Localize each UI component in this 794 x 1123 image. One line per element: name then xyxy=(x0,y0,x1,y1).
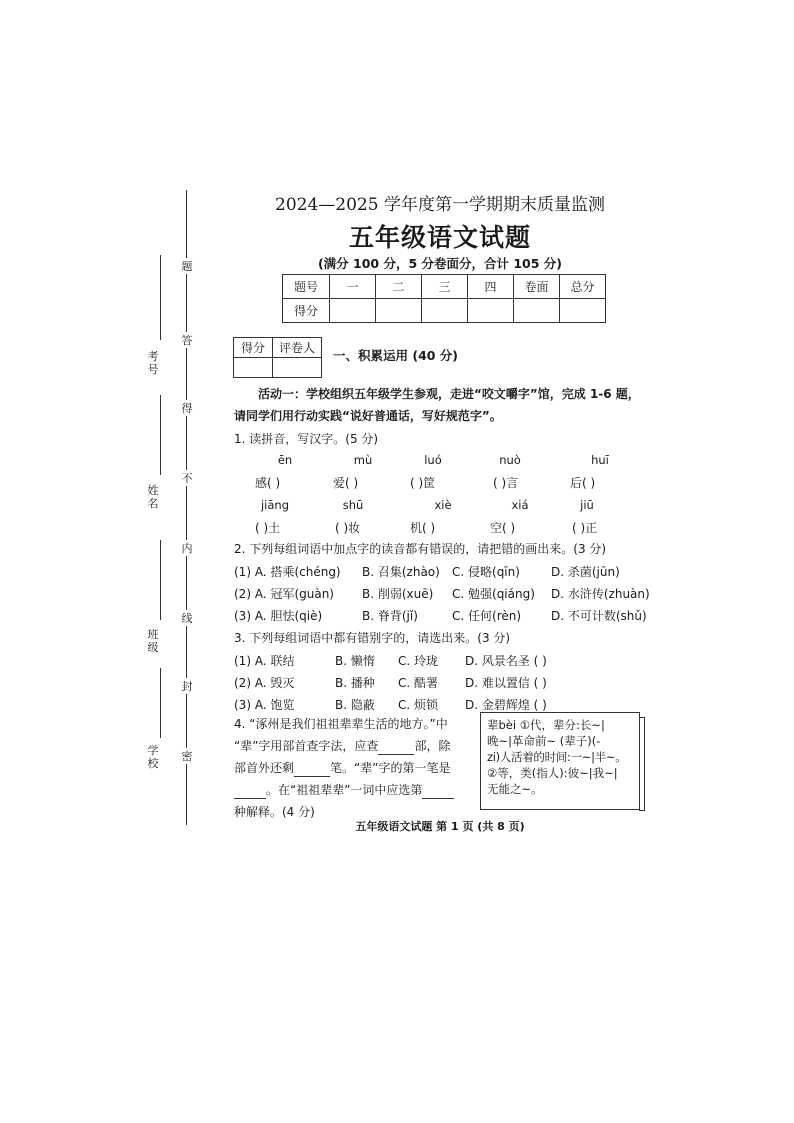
pinyin-answer-word[interactable]: 爱( ) xyxy=(333,476,359,490)
q4-line: 4. “涿州是我们祖祖辈辈生活的地方。”中 xyxy=(234,717,448,731)
pinyin-answer-word[interactable]: ( )正 xyxy=(572,521,598,535)
score-header-cell: 三 xyxy=(422,275,468,299)
score-table-row xyxy=(283,299,606,323)
exam-main-title: 五年级语文试题 xyxy=(348,223,531,252)
q2-option[interactable]: (3) A. 胆怯(qiè) xyxy=(234,609,323,623)
q3-option[interactable]: C. 酷署 xyxy=(398,676,439,690)
grader-table xyxy=(233,337,322,378)
page-fold-decoration xyxy=(639,717,645,811)
q2-option[interactable]: B. 脊背(jǐ) xyxy=(362,609,418,623)
score-header-cell: 总分 xyxy=(560,275,606,299)
score-cell[interactable] xyxy=(376,299,422,323)
q4-text: “辈”字用部首查字法，应查 xyxy=(234,739,379,753)
q3-option[interactable]: (2) A. 毁灭 xyxy=(234,676,295,690)
grader-name-label: 评卷人 xyxy=(273,338,322,358)
dictionary-entry-box xyxy=(480,712,640,810)
score-table xyxy=(282,274,606,323)
seal-char: 题 xyxy=(181,260,193,273)
score-header-cell: 题号 xyxy=(283,275,330,299)
activity-intro-line: 活动一：学校组织五年级学生参观，走进“咬文嚼字”馆，完成 1-6 题， xyxy=(258,387,640,401)
grader-name-cell[interactable] xyxy=(273,358,322,378)
pinyin-answer-word[interactable]: ( )言 xyxy=(493,476,519,490)
pinyin-answer-word[interactable]: ( )土 xyxy=(255,521,281,535)
dict-line: 辈bèi ①代，辈分:长~| xyxy=(487,718,605,732)
dict-line: zi)人活着的时间:一~|半~。 xyxy=(487,750,627,764)
pinyin: luó xyxy=(424,453,442,467)
meaning-choice-blank[interactable] xyxy=(422,782,454,799)
q4-line: 种解释。(4 分) xyxy=(234,805,315,819)
pinyin: shū xyxy=(342,498,364,512)
exam-number-blank[interactable] xyxy=(160,255,161,340)
dict-line: ②等，类(指人):彼~|我~| xyxy=(487,766,618,780)
q2-option[interactable]: C. 任何(rèn) xyxy=(452,609,522,623)
name-blank[interactable] xyxy=(160,395,161,475)
page-footer: 五年级语文试题 第 1 页 (共 8 页) xyxy=(355,820,525,833)
q4-line xyxy=(234,782,454,799)
pinyin: jiāng xyxy=(260,498,290,512)
dict-line: 晚~|革命前~ (辈子)(- xyxy=(487,734,601,748)
q4-text: 部，除 xyxy=(414,739,451,753)
school-blank[interactable] xyxy=(160,668,161,738)
q2-option[interactable]: C. 侵略(qīn) xyxy=(452,565,520,579)
pinyin: jiū xyxy=(580,498,594,512)
score-cell[interactable] xyxy=(422,299,468,323)
q2-option[interactable]: D. 杀菌(jūn) xyxy=(551,565,620,579)
grader-score-cell[interactable] xyxy=(234,358,273,378)
q1-stem: 1. 读拼音，写汉字。(5 分) xyxy=(234,432,379,446)
q3-option[interactable]: B. 懒惰 xyxy=(335,654,375,668)
score-header-cell: 一 xyxy=(330,275,376,299)
score-header-cell: 卷面 xyxy=(514,275,560,299)
q3-option[interactable]: D. 金碧辉煌 ( ) xyxy=(465,698,547,712)
q3-option[interactable]: B. 隐蔽 xyxy=(335,698,375,712)
pinyin: huī xyxy=(591,453,609,467)
seal-char: 封 xyxy=(181,680,193,693)
score-row-label: 得分 xyxy=(283,299,330,323)
pinyin-answer-word[interactable]: 感( ) xyxy=(255,476,281,490)
seal-char: 内 xyxy=(181,542,193,555)
seal-char: 答 xyxy=(181,334,193,347)
q3-stem: 3. 下列每组词语中都有错别字的，请选出来。(3 分) xyxy=(234,631,511,645)
q2-option[interactable]: (2) A. 冠军(guàn) xyxy=(234,587,334,601)
q2-option[interactable]: B. 削弱(xuē) xyxy=(362,587,434,601)
q2-option[interactable]: (1) A. 搭乘(chéng) xyxy=(234,565,341,579)
pinyin: xiá xyxy=(511,498,529,512)
score-cell[interactable] xyxy=(330,299,376,323)
seal-char: 密 xyxy=(181,750,193,763)
pinyin-answer-word[interactable]: ( )筐 xyxy=(410,476,436,490)
score-header-cell: 四 xyxy=(468,275,514,299)
q3-option[interactable]: D. 风景名圣 ( ) xyxy=(465,654,547,668)
q4-text: 。在“祖祖辈辈”一词中应选第 xyxy=(266,783,423,797)
q2-option[interactable]: B. 召集(zhào) xyxy=(362,565,440,579)
q3-option[interactable]: (1) A. 联结 xyxy=(234,654,295,668)
pinyin-answer-word[interactable]: ( )妆 xyxy=(335,521,361,535)
seal-char: 线 xyxy=(181,612,193,625)
stroke-count-blank[interactable] xyxy=(294,760,330,777)
score-note: (满分 100 分，5 分卷面分，合计 105 分) xyxy=(317,256,563,271)
q3-option[interactable]: C. 烦锁 xyxy=(398,698,439,712)
score-cell[interactable] xyxy=(514,299,560,323)
school-label: 学校 xyxy=(147,744,159,770)
binding-line xyxy=(186,190,187,825)
score-table-header-row xyxy=(283,275,606,299)
pinyin-answer-word[interactable]: 机( ) xyxy=(410,521,436,535)
q3-option[interactable]: B. 播种 xyxy=(335,676,375,690)
q3-option[interactable]: D. 难以置信 ( ) xyxy=(465,676,547,690)
score-cell[interactable] xyxy=(560,299,606,323)
seal-char: 得 xyxy=(181,402,193,415)
exam-period-title: 2024—2025 学年度第一学期期末质量监测 xyxy=(275,195,605,215)
q2-option[interactable]: D. 不可计数(shǔ) xyxy=(551,609,647,623)
dict-line: 无能之~。 xyxy=(487,782,543,796)
q4-text: 部首外还剩 xyxy=(234,761,295,775)
q4-line xyxy=(234,760,450,777)
q4-line xyxy=(234,738,450,755)
class-blank[interactable] xyxy=(160,540,161,620)
score-cell[interactable] xyxy=(468,299,514,323)
q3-option[interactable]: C. 玲珑 xyxy=(398,654,439,668)
first-stroke-blank[interactable] xyxy=(234,782,266,799)
grader-score-label: 得分 xyxy=(234,338,273,358)
q2-option[interactable]: D. 水浒传(zhuàn) xyxy=(551,587,650,601)
pinyin: nuò xyxy=(499,453,521,467)
q4-text: 笔。“辈”字的第一笔是 xyxy=(330,761,451,775)
name-label: 姓名 xyxy=(147,484,159,510)
pinyin-answer-word[interactable]: 后( ) xyxy=(570,476,596,490)
q2-stem: 2. 下列每组词语中加点字的读音都有错误的，请把错的画出来。(3 分) xyxy=(234,542,607,556)
score-header-cell: 二 xyxy=(376,275,422,299)
pinyin: xiè xyxy=(434,498,452,512)
activity-intro-line: 请同学们用行动实践“说好普通话，写好规范字”。 xyxy=(234,409,502,423)
seal-char: 不 xyxy=(181,472,193,485)
q3-option[interactable]: (3) A. 饱览 xyxy=(234,698,295,712)
radical-blank[interactable] xyxy=(378,738,414,755)
pinyin: mù xyxy=(353,453,373,467)
section-title: 一、积累运用 (40 分) xyxy=(333,348,459,363)
pinyin: ēn xyxy=(277,453,293,467)
exam-number-label: 考号 xyxy=(147,350,159,376)
pinyin-answer-word[interactable]: 空( ) xyxy=(490,521,516,535)
class-label: 班级 xyxy=(147,628,159,654)
q2-option[interactable]: C. 勉强(qiáng) xyxy=(452,587,535,601)
